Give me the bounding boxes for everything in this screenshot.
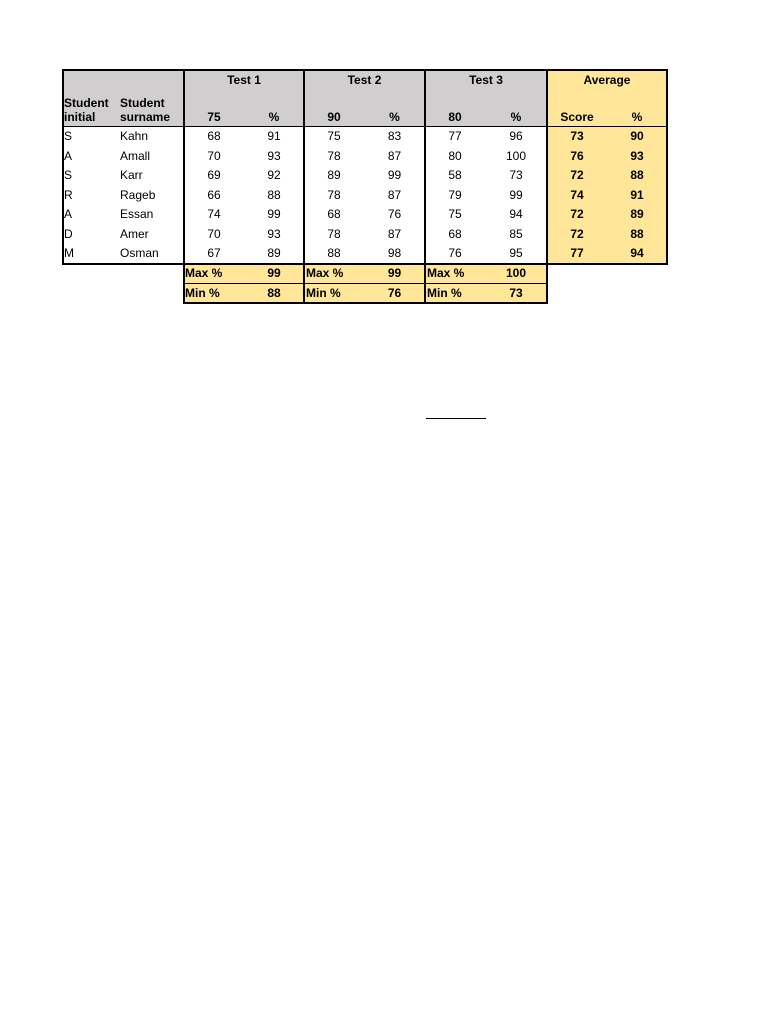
table-cell-initial: A (64, 148, 73, 163)
table-cell-t1p: 89 (267, 246, 281, 260)
test1-max-score-header: 75 (207, 110, 221, 124)
table-cell-t2p: 87 (387, 148, 402, 163)
test2-header: Test 2 (347, 73, 382, 87)
student-surname-header: Student surname (120, 96, 171, 124)
table-cell-t3p: 100 (505, 148, 527, 163)
test2-max-score-header: 90 (327, 110, 341, 124)
table-cell-t2p: 87 (387, 187, 402, 202)
table-cell-avgp: 90 (630, 129, 644, 143)
table-cell-t1: 69 (207, 168, 221, 182)
table-cell-t2: 68 (327, 207, 341, 221)
table-cell-surname: Osman (120, 246, 159, 260)
test2-percent-header: % (389, 110, 400, 124)
student-initial-header: Student initial (64, 96, 109, 124)
table-cell-avgp: 89 (630, 207, 644, 221)
table-cell-t3: 58 (448, 168, 462, 182)
table-cell-t2p: 98 (387, 246, 402, 260)
table-cell-surname: Karr (120, 168, 143, 182)
table-cell-t1: 70 (207, 226, 221, 241)
test2-min-value: 76 (387, 286, 402, 300)
table-cell-t3: 77 (448, 129, 462, 143)
table-cell-t1: 70 (207, 148, 221, 163)
table-cell-t3: 75 (448, 207, 462, 221)
table-cell-t2: 78 (327, 148, 341, 163)
test1-percent-header: % (268, 110, 280, 124)
table-cell-avg: 72 (570, 168, 584, 182)
test2-max-label: Max % (306, 266, 344, 280)
table-cell-t1p: 88 (267, 187, 281, 202)
table-cell-t1p: 93 (267, 226, 281, 241)
table-cell-t2: 89 (327, 168, 341, 182)
table-cell-t2: 78 (327, 226, 341, 241)
table-cell-t1: 67 (207, 246, 221, 260)
average-score-header: Score (560, 110, 594, 124)
table-cell-avgp: 88 (630, 226, 644, 241)
test2-max-value: 99 (387, 266, 402, 280)
table-cell-t2p: 99 (387, 168, 402, 182)
table-cell-initial: S (64, 168, 73, 182)
table-cell-avg: 72 (570, 207, 584, 221)
table-cell-surname: Kahn (120, 129, 149, 143)
table-cell-t1p: 99 (267, 207, 281, 221)
table-cell-t1: 66 (207, 187, 221, 202)
table-cell-t3p: 95 (509, 246, 523, 260)
table-cell-initial: M (64, 246, 74, 260)
table-cell-t1: 68 (207, 129, 221, 143)
test3-max-label: Max % (427, 266, 465, 280)
table-cell-t3: 68 (448, 226, 462, 241)
table-cell-initial: A (64, 207, 73, 221)
table-top-border (62, 69, 668, 71)
table-cell-t3: 76 (448, 246, 462, 260)
table-cell-t2p: 87 (387, 226, 402, 241)
table-cell-avg: 76 (570, 148, 584, 163)
table-cell-avg: 72 (570, 226, 584, 241)
test3-max-value: 100 (505, 266, 527, 280)
table-cell-t3p: 73 (509, 168, 523, 182)
test3-percent-header: % (510, 110, 522, 124)
table-cell-t3: 80 (448, 148, 462, 163)
table-cell-t2p: 83 (387, 129, 402, 143)
table-cell-t2: 88 (327, 246, 341, 260)
table-cell-avg: 73 (570, 129, 584, 143)
test3-min-value: 73 (509, 286, 523, 300)
table-cell-avg: 74 (570, 187, 584, 202)
table-cell-avgp: 94 (630, 246, 644, 260)
table-cell-t2p: 76 (387, 207, 402, 221)
table-cell-t1p: 91 (267, 129, 281, 143)
average-percent-header: % (631, 110, 643, 124)
average-header: Average (583, 73, 631, 87)
test1-min-label: Min % (185, 286, 220, 300)
table-cell-surname: Essan (120, 207, 154, 221)
table-cell-surname: Amall (120, 148, 151, 163)
table-cell-t3: 79 (448, 187, 462, 202)
summary-mid-border (184, 283, 547, 284)
table-cell-t2: 78 (327, 187, 341, 202)
table-cell-t2: 75 (327, 129, 341, 143)
table-cell-surname: Amer (120, 226, 149, 241)
table-cell-t1: 74 (207, 207, 221, 221)
table-cell-t3p: 94 (509, 207, 523, 221)
table-cell-t3p: 96 (509, 129, 523, 143)
test1-max-value: 99 (267, 266, 281, 280)
summary-bottom-border (183, 302, 548, 304)
table-cell-avgp: 91 (630, 187, 644, 202)
test1-header: Test 1 (227, 73, 261, 87)
table-cell-initial: R (64, 187, 73, 202)
test3-min-label: Min % (427, 286, 462, 300)
table-cell-t1p: 93 (267, 148, 281, 163)
table-cell-initial: S (64, 129, 73, 143)
data-bottom-border (62, 263, 668, 265)
test1-min-value: 88 (267, 286, 281, 300)
table-cell-t3p: 99 (509, 187, 523, 202)
table-cell-avgp: 88 (630, 168, 644, 182)
table-cell-t3p: 85 (509, 226, 523, 241)
table-cell-avgp: 93 (630, 148, 644, 163)
test1-max-label: Max % (185, 266, 223, 280)
header-bottom-border (62, 126, 668, 127)
table-cell-initial: D (64, 226, 73, 241)
table-cell-avg: 77 (570, 246, 584, 260)
test2-min-label: Min % (306, 286, 341, 300)
stray-underline (426, 418, 486, 419)
table-cell-surname: Rageb (120, 187, 156, 202)
test3-max-score-header: 80 (448, 110, 462, 124)
test3-header: Test 3 (469, 73, 503, 87)
table-cell-t1p: 92 (267, 168, 281, 182)
